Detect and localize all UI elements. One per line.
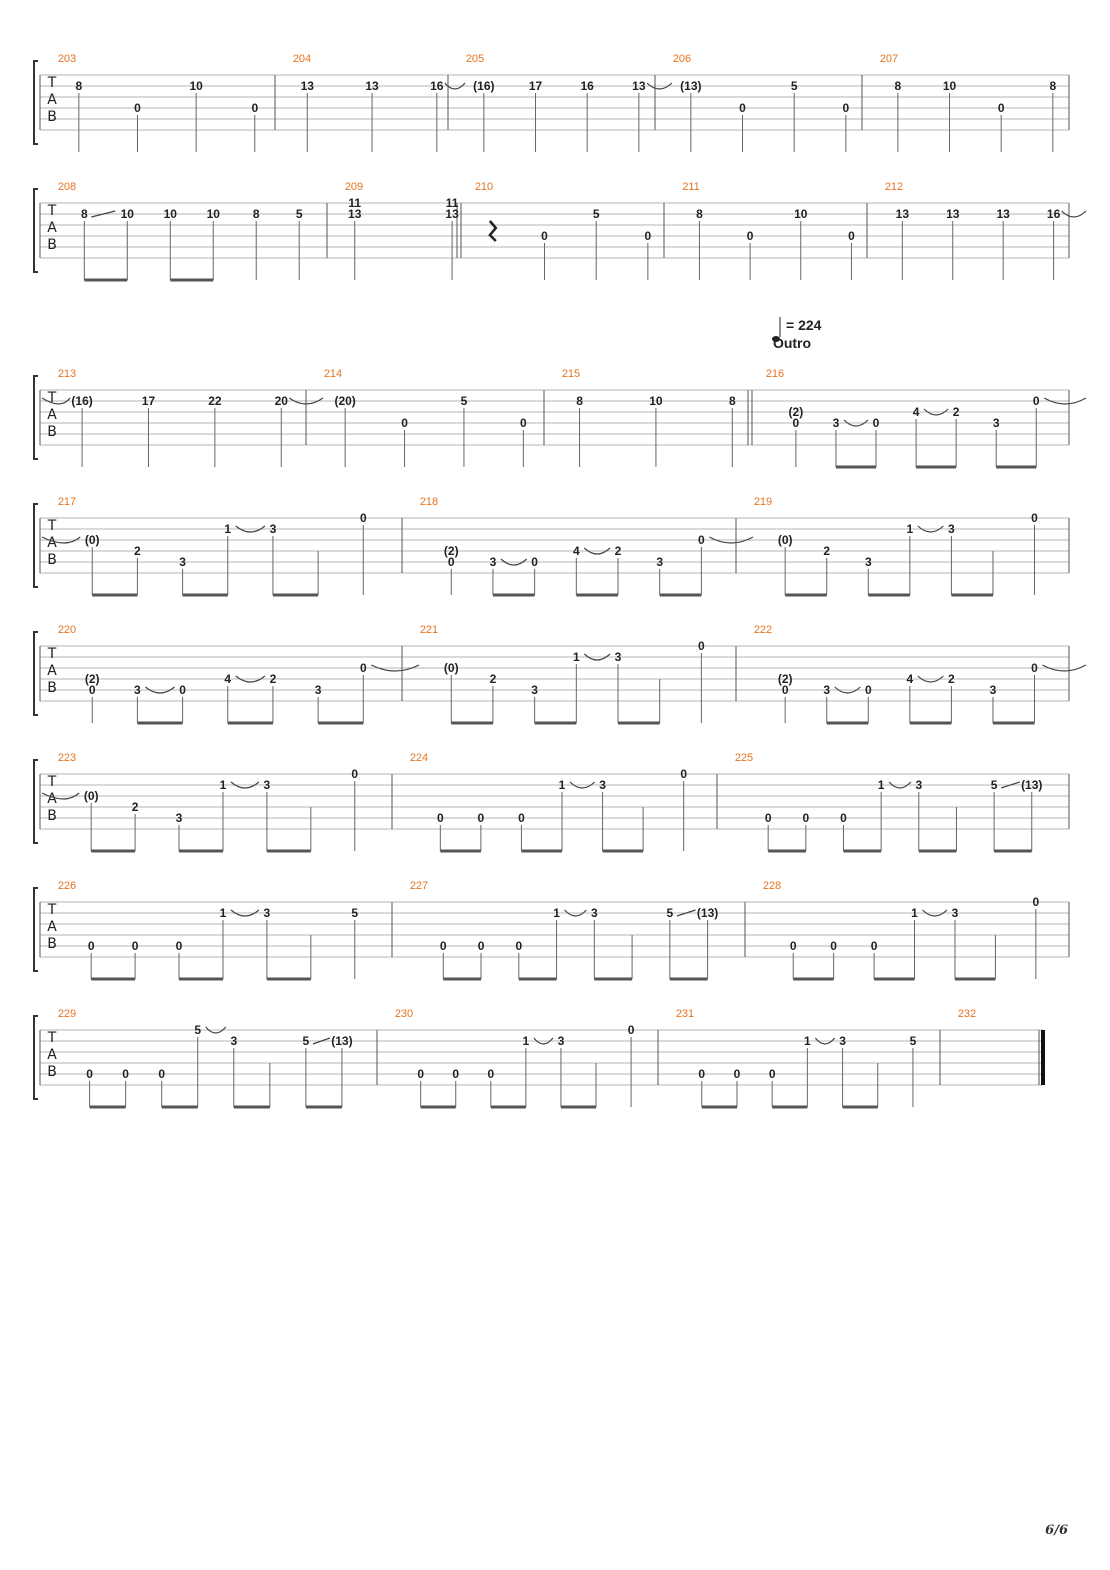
measure-number: 207: [879, 53, 899, 65]
fret-number: 1: [572, 650, 580, 664]
fret-number: 0: [733, 1067, 741, 1081]
tab-label-t: T: [47, 902, 57, 918]
measure-number: 211: [682, 181, 700, 193]
fret-number: 0: [840, 811, 847, 825]
tab-label-a: A: [47, 220, 57, 236]
fret-number: 8: [894, 79, 902, 93]
measure-number: 216: [765, 368, 785, 380]
measure-number: 224: [409, 752, 429, 764]
tab-label-t: T: [47, 390, 57, 406]
tab-label-a: A: [47, 92, 57, 108]
fret-number: 0: [134, 101, 141, 115]
fret-number: 0: [477, 811, 485, 825]
measure-number: 215: [561, 368, 581, 380]
fret-number: (20): [334, 394, 356, 408]
tab-label-a: A: [47, 791, 57, 807]
fret-number: 3: [263, 906, 271, 920]
fret-number: 13: [632, 79, 646, 93]
measure-number: 231: [675, 1008, 695, 1020]
fret-number: 2: [952, 405, 960, 419]
tab-label-a: A: [47, 535, 57, 551]
fret-number: 16: [430, 79, 444, 93]
system-bracket: [34, 61, 38, 144]
fret-number: (2): [788, 405, 804, 419]
fret-number: 3: [614, 650, 622, 664]
fret-number: 3: [864, 555, 872, 569]
fret-number: 2: [134, 544, 141, 558]
system-bracket: [34, 888, 38, 971]
system-bracket: [34, 1016, 38, 1099]
fret-number: 0: [452, 1067, 460, 1081]
measure-number: 228: [762, 880, 782, 892]
rest-mark: [490, 221, 496, 241]
fret-number: 3: [948, 522, 955, 536]
fret-number: 2: [131, 800, 139, 814]
fret-number: 0: [1032, 895, 1040, 909]
fret-number: 17: [528, 79, 543, 93]
fret-number: 8: [80, 207, 88, 221]
tab-label-b: B: [47, 1064, 57, 1080]
fret-number: (13): [1021, 778, 1043, 792]
fret-number: 0: [872, 416, 880, 430]
tab-label-t: T: [47, 518, 57, 534]
fret-number: (2): [84, 672, 100, 686]
measure-number: 229: [57, 1008, 77, 1020]
fret-number: 3: [134, 683, 141, 697]
fret-number: 0: [848, 229, 855, 243]
system-bracket: [34, 504, 38, 587]
fret-number: 0: [436, 811, 444, 825]
fret-number: 0: [802, 811, 810, 825]
fret-number: 3: [314, 683, 322, 697]
fret-number: 0: [122, 1067, 129, 1081]
tab-label-t: T: [47, 774, 57, 790]
fret-number: 1: [219, 778, 227, 792]
fret-number: 2: [269, 672, 277, 686]
tab-label-a: A: [47, 663, 57, 679]
fret-number: 5: [194, 1023, 202, 1037]
fret-number: 0: [698, 1067, 706, 1081]
fret-number: 0: [746, 229, 754, 243]
fret-number: 2: [823, 544, 831, 558]
fret-number: 3: [839, 1034, 846, 1048]
fret-number: 0: [487, 1067, 495, 1081]
fret-number: 4: [224, 672, 232, 686]
fret-number: 13: [300, 79, 314, 93]
fret-number: 0: [87, 939, 95, 953]
fret-number: 3: [832, 416, 840, 430]
fret-number: 0: [739, 101, 746, 115]
measure-number: 220: [57, 624, 77, 636]
fret-number: 3: [175, 811, 183, 825]
fret-number: 1: [906, 522, 914, 536]
fret-number: 0: [439, 939, 447, 953]
fret-number: 1: [522, 1034, 530, 1048]
fret-number: 5: [592, 207, 600, 221]
fret-number: 5: [295, 207, 303, 221]
tab-label-t: T: [47, 646, 57, 662]
fret-number: (16): [71, 394, 93, 408]
tab-label-a: A: [47, 407, 57, 423]
fret-number: 13: [445, 207, 459, 221]
fret-number: 0: [531, 555, 538, 569]
fret-number: 1: [558, 778, 566, 792]
fret-number: 8: [75, 79, 83, 93]
measure-number: 209: [344, 181, 364, 193]
fret-number: 3: [269, 522, 277, 536]
tab-label-b: B: [47, 424, 57, 440]
tab-label-b: B: [47, 680, 57, 696]
measure-number: 230: [394, 1008, 414, 1020]
fret-number: 1: [804, 1034, 811, 1048]
fret-number: (13): [696, 906, 719, 920]
fret-number: 8: [576, 394, 583, 408]
fret-number: 5: [666, 906, 674, 920]
measure-number: 221: [419, 624, 439, 636]
measure-number: 232: [957, 1008, 977, 1020]
fret-number: 0: [131, 939, 139, 953]
fret-number: 10: [120, 207, 134, 221]
measure-number: 219: [753, 496, 773, 508]
fret-number: 0: [447, 555, 455, 569]
fret-number: 13: [365, 79, 379, 93]
measure-number: 212: [884, 181, 904, 193]
fret-number: 0: [789, 939, 797, 953]
measure-number: 205: [465, 53, 485, 65]
system-bracket: [34, 189, 38, 272]
fret-number: 10: [794, 207, 808, 221]
fret-number: 0: [175, 939, 183, 953]
fret-number: 1: [553, 906, 560, 920]
section-label: Outro: [772, 335, 812, 351]
fret-number: 5: [909, 1034, 917, 1048]
fret-number: 2: [614, 544, 622, 558]
fret-number: 16: [580, 79, 594, 93]
system-bracket: [34, 632, 38, 715]
fret-number: 0: [698, 533, 705, 547]
fret-number: 0: [359, 661, 367, 675]
fret-number: 0: [251, 101, 259, 115]
fret-number: 22: [208, 394, 222, 408]
fret-number: 0: [864, 683, 872, 697]
tempo-value: = 224: [786, 317, 822, 333]
fret-number: 3: [656, 555, 664, 569]
fret-number: 0: [88, 683, 96, 697]
measure-number: 208: [57, 181, 77, 193]
fret-number: 3: [263, 778, 271, 792]
fret-number: 8: [1049, 79, 1057, 93]
fret-number: (16): [473, 79, 495, 93]
tab-label-t: T: [47, 1030, 57, 1046]
fret-number: 3: [599, 778, 606, 792]
fret-number: 1: [219, 906, 227, 920]
fret-number: 10: [649, 394, 663, 408]
fret-number: 5: [790, 79, 798, 93]
fret-number: 11: [348, 196, 362, 210]
measure-number: 213: [57, 368, 77, 380]
fret-number: 5: [460, 394, 468, 408]
page-number: 6/6: [1045, 1523, 1068, 1538]
fret-number: 0: [158, 1067, 166, 1081]
fret-number: 0: [477, 939, 485, 953]
fret-number: 0: [179, 683, 186, 697]
fret-number: 0: [518, 811, 525, 825]
measure-number: 214: [323, 368, 343, 380]
fret-number: 13: [996, 207, 1010, 221]
fret-number: 3: [590, 906, 598, 920]
fret-number: 2: [489, 672, 497, 686]
fret-number: 0: [768, 1067, 776, 1081]
fret-number: 0: [792, 416, 800, 430]
measure-number: 226: [57, 880, 77, 892]
fret-number: 3: [531, 683, 538, 697]
tab-label-t: T: [47, 203, 57, 219]
fret-number: 0: [417, 1067, 425, 1081]
fret-number: 0: [781, 683, 789, 697]
fret-number: 0: [86, 1067, 93, 1081]
measure-number: 222: [753, 624, 773, 636]
fret-number: 0: [520, 416, 527, 430]
tab-label-b: B: [47, 237, 57, 253]
measure-number: 225: [734, 752, 754, 764]
fret-number: (0): [83, 789, 99, 803]
fret-number: 1: [224, 522, 232, 536]
fret-number: 0: [351, 767, 359, 781]
measure-number: 218: [419, 496, 439, 508]
fret-number: 0: [644, 229, 652, 243]
tab-label-b: B: [47, 552, 57, 568]
fret-number: 0: [627, 1023, 635, 1037]
fret-number: 3: [951, 906, 959, 920]
fret-number: 0: [842, 101, 850, 115]
tab-label-b: B: [47, 808, 57, 824]
fret-number: 0: [764, 811, 772, 825]
fret-number: 0: [680, 767, 688, 781]
fret-number: 8: [728, 394, 736, 408]
fret-number: 10: [189, 79, 203, 93]
fret-number: 10: [942, 79, 957, 93]
fret-number: 3: [557, 1034, 565, 1048]
fret-number: 4: [906, 672, 914, 686]
fret-number: 3: [179, 555, 186, 569]
fret-number: 0: [1031, 661, 1038, 675]
fret-number: 1: [911, 906, 918, 920]
fret-number: 3: [823, 683, 831, 697]
fret-number: 13: [946, 207, 960, 221]
fret-number: 0: [401, 416, 408, 430]
fret-number: 3: [230, 1034, 238, 1048]
fret-number: 0: [359, 511, 367, 525]
fret-number: 5: [302, 1034, 310, 1048]
fret-number: 10: [163, 207, 177, 221]
measure-number: 217: [57, 496, 77, 508]
fret-number: 8: [252, 207, 260, 221]
fret-number: 13: [895, 207, 910, 221]
fret-number: 13: [348, 207, 362, 221]
fret-number: 5: [990, 778, 998, 792]
fret-number: 4: [912, 405, 920, 419]
fret-number: 10: [206, 207, 220, 221]
measure-number: 206: [672, 53, 692, 65]
fret-number: (2): [443, 544, 459, 558]
fret-number: 0: [997, 101, 1005, 115]
fret-number: 11: [445, 196, 459, 210]
fret-number: (2): [777, 672, 793, 686]
measure-number: 203: [57, 53, 77, 65]
tab-label-b: B: [47, 109, 57, 125]
tab-label-a: A: [47, 1047, 57, 1063]
tie-arc: [1062, 211, 1086, 217]
fret-number: 4: [572, 544, 580, 558]
fret-number: 5: [351, 906, 359, 920]
fret-number: 20: [274, 394, 288, 408]
fret-number: 3: [489, 555, 497, 569]
fret-number: 0: [870, 939, 878, 953]
tab-label-b: B: [47, 936, 57, 952]
measure-number: 204: [292, 53, 312, 65]
fret-number: 8: [696, 207, 703, 221]
fret-number: 0: [541, 229, 548, 243]
fret-number: 0: [830, 939, 837, 953]
fret-number: 0: [698, 639, 705, 653]
system-bracket: [34, 760, 38, 843]
fret-number: (0): [777, 533, 793, 547]
fret-number: 0: [1031, 511, 1038, 525]
tab-label-t: T: [47, 75, 57, 91]
fret-number: 3: [992, 416, 1000, 430]
measure-number: 227: [409, 880, 429, 892]
fret-number: (0): [443, 661, 459, 675]
system-bracket: [34, 376, 38, 459]
fret-number: 3: [915, 778, 923, 792]
fret-number: 3: [989, 683, 997, 697]
fret-number: 17: [141, 394, 156, 408]
measure-number: 223: [57, 752, 77, 764]
measure-number: 210: [474, 181, 494, 193]
fret-number: 16: [1046, 207, 1061, 221]
fret-number: 1: [877, 778, 885, 792]
fret-number: 0: [515, 939, 523, 953]
fret-number: 0: [1032, 394, 1040, 408]
fret-number: (13): [331, 1034, 353, 1048]
fret-number: (13): [680, 79, 702, 93]
tab-label-a: A: [47, 919, 57, 935]
fret-number: 2: [948, 672, 955, 686]
fret-number: (0): [84, 533, 100, 547]
